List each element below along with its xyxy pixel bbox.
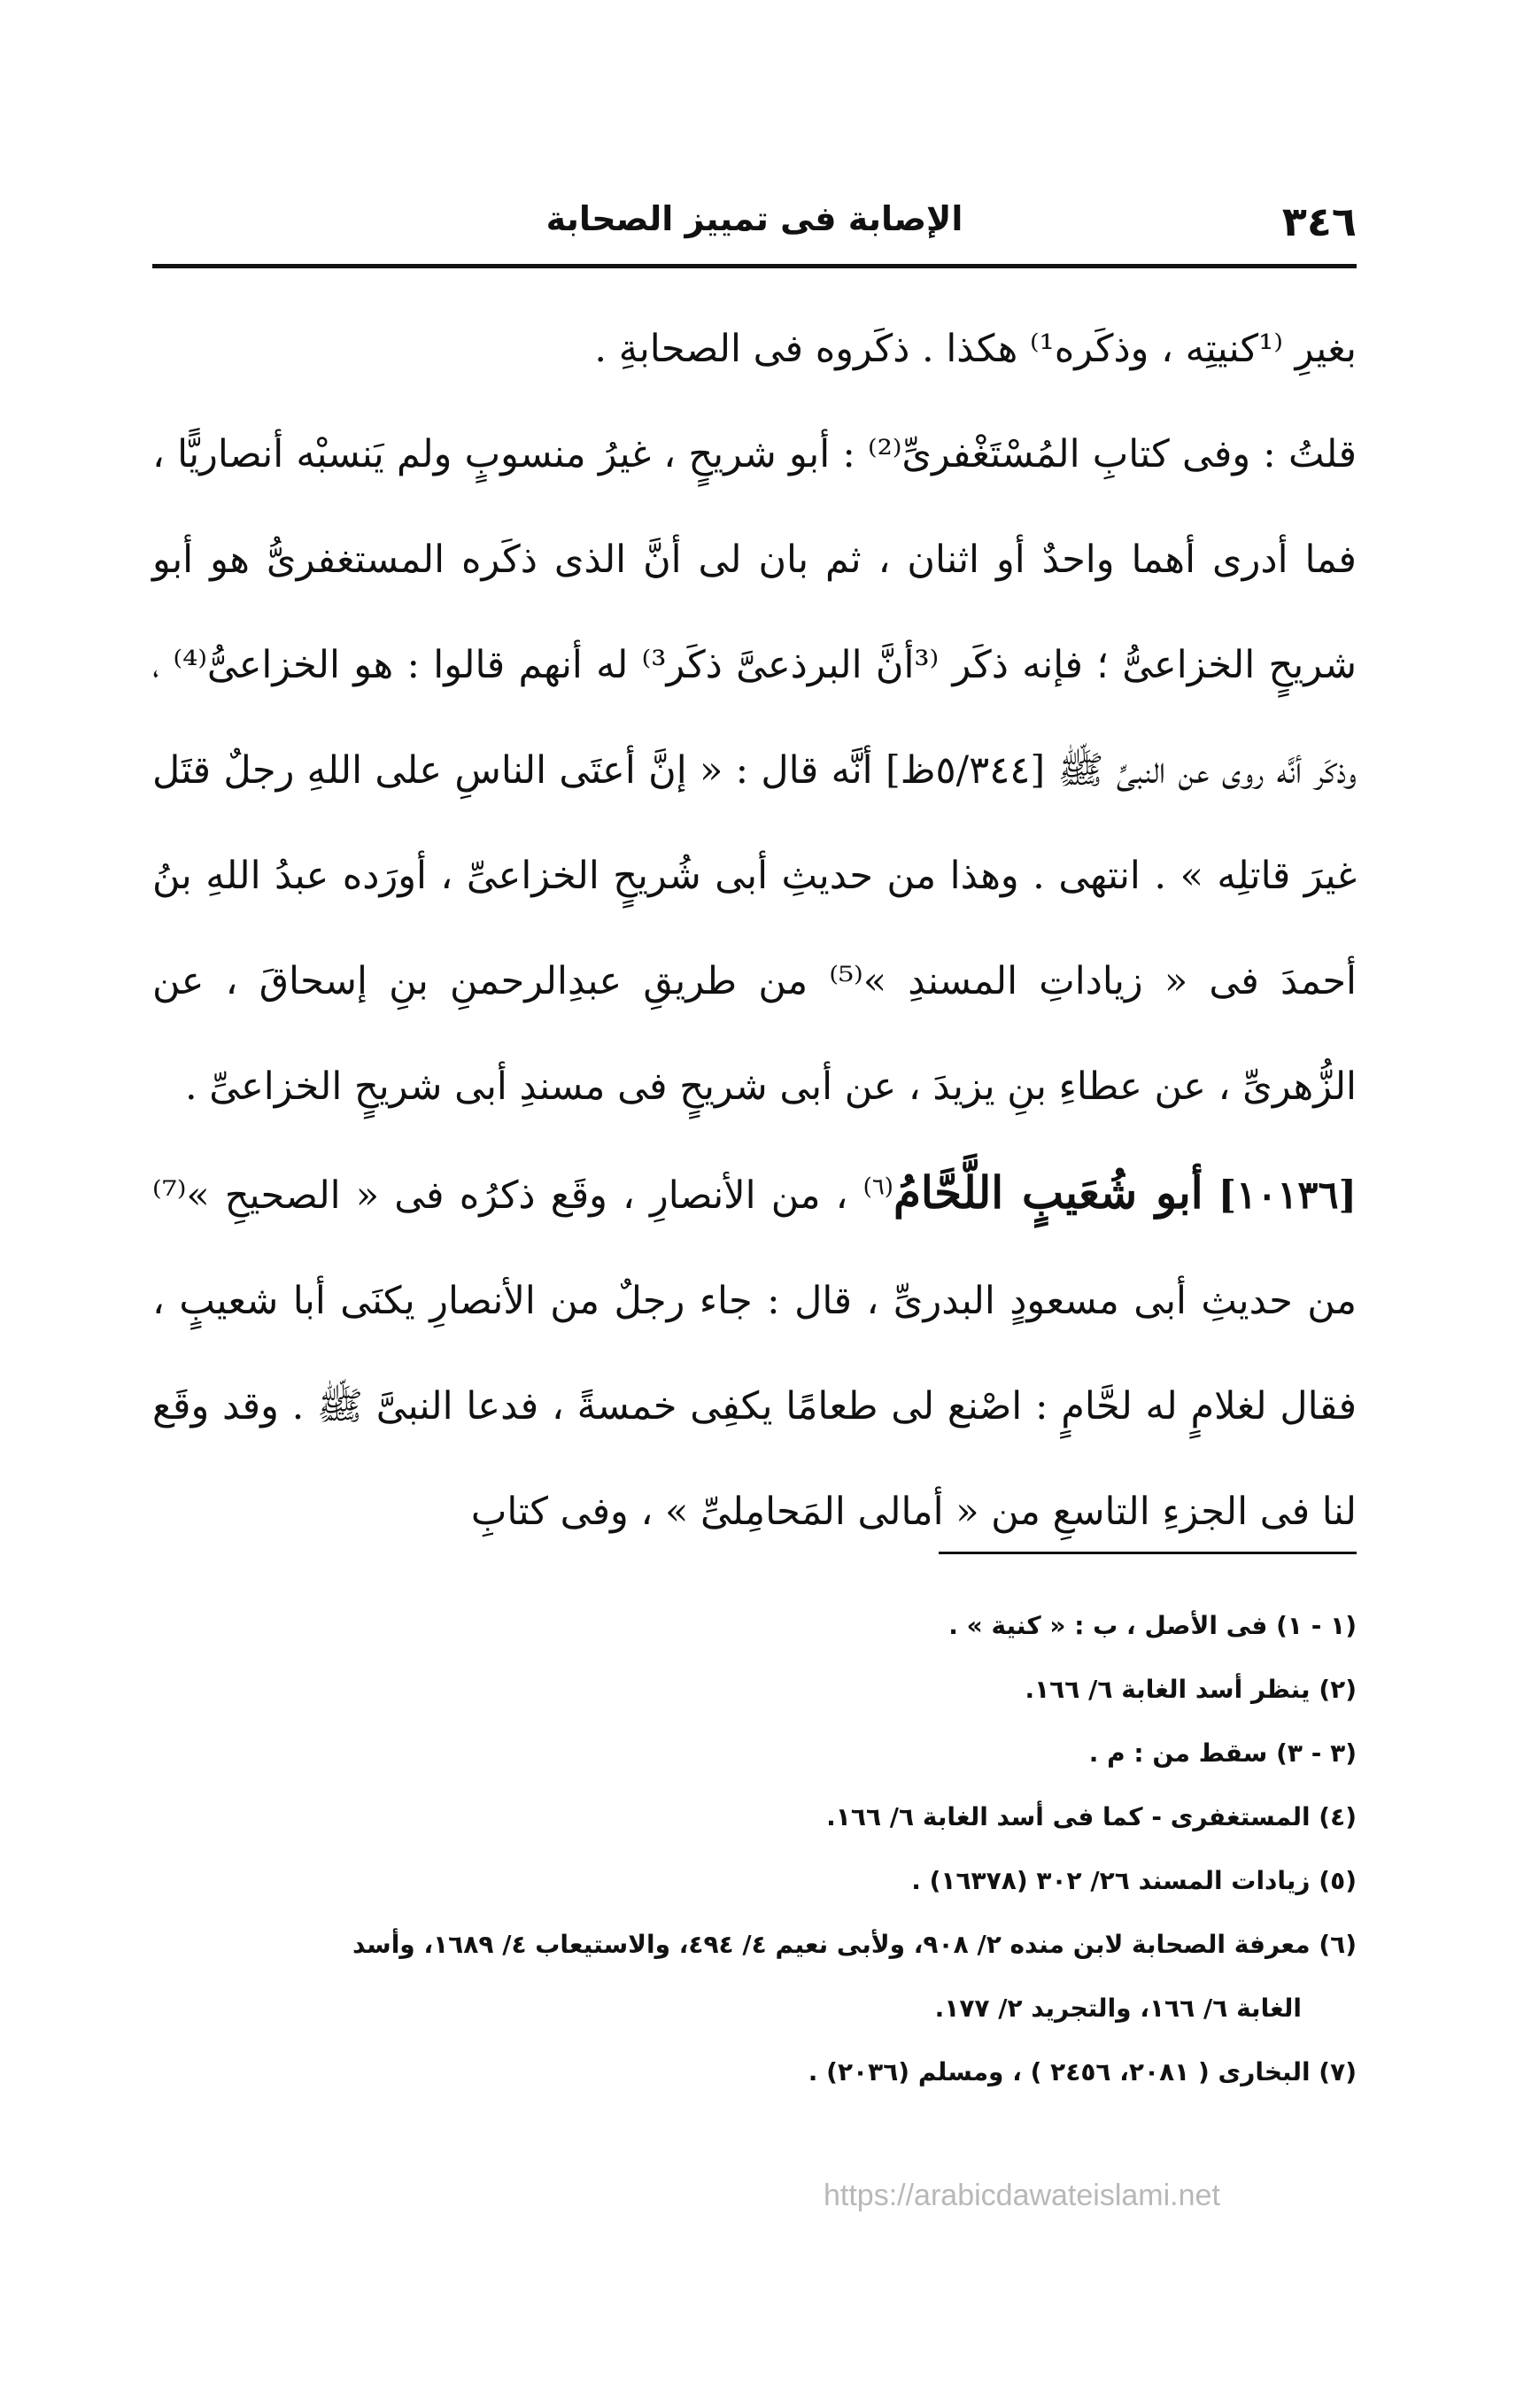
footnote-5: (٥) زيادات المسند ٢٦/ ٣٠٢ (١٦٣٧٨) . [911, 1866, 1357, 1895]
footnote-ref-6: (٦) [862, 1173, 893, 1201]
footnote-1: (١ - ١) فى الأصل ، ب : « كنية » . [948, 1611, 1357, 1640]
paragraph-3 [152, 1140, 1357, 1565]
footnotes [152, 1594, 1357, 2104]
footnote-4: (٤) المستغفرى - كما فى أسد الغابة ٦/ ١٦٦. [826, 1802, 1357, 1831]
paragraph-1: بغيرِ ⁽¹كنيتِه ، وذكَره¹⁾ هكذا . ذكَروه فى الصحابةِ . [594, 327, 1357, 371]
paragraph-3-text: ، من الأنصارِ ، وقَع ذكرُه فى « الصحيحِ »⁽⁷⁾ من حديثِ أبى مسعودٍ البدرىِّ ، قال : جاء رجلٌ من الأنصارِ يكنَى أبا شعيبٍ ، فقال لغلامٍ له لحَّامٍ : اصْنع لى طعامًا يكفِى خمسةً ، فدعا النبىَّ ﷺ . وقد وقَع لنا فى الجزءِ التاسعِ من « أمالى المَحامِلىِّ » ، وفى كتابِ [152, 1173, 1357, 1534]
footnote-7: (٧) البخارى ( ٢٠٨١، ٢٤٥٦ ) ، ومسلم (٢٠٣٦) . [808, 2057, 1357, 2087]
main-text [152, 297, 1357, 1565]
watermark-url: https://arabicdawateislami.net [824, 2179, 1220, 2212]
page-number: ٣٤٦ [1281, 197, 1357, 245]
running-title: الإصابة فى تمييز الصحابة [545, 199, 963, 238]
footnote-6-continuation: الغابة ٦/ ١٦٦، والتجريد ٢/ ١٧٧. [934, 1994, 1302, 2023]
entry-name: أبو شُعَيبٍ اللَّحَّامُ [893, 1166, 1203, 1219]
header-rule [152, 264, 1357, 268]
footnote-2: (٢) ينظر أسد الغابة ٦/ ١٦٦. [1025, 1675, 1357, 1704]
footnote-3: (٣ - ٣) سقط من : م . [1088, 1738, 1357, 1768]
footnote-6: (٦) معرفة الصحابة لابن منده ٢/ ٩٠٨، ولأبى نعيم ٤/ ٤٩٤، والاستيعاب ٤/ ١٦٨٩، وأسد [352, 1930, 1357, 1959]
page-header [152, 182, 1357, 270]
footnote-rule [939, 1552, 1357, 1554]
paragraph-2: قلتُ : وفى كتابِ المُسْتَغْفرىِّ⁽²⁾ : أبو شريحٍ ، غيرُ منسوبٍ ولم يَنسبْه أنصاريًّا ، فما أدرى أهما واحدٌ أو اثنان ، ثم بان لى أنَّ الذى ذكَره المستغفرىُّ هو أبو شريحٍ الخزاعىُّ ؛ فإنه ذكَر ⁽³أنَّ البرذعىَّ ذكَر³⁾ له أنهم قالوا : هو الخزاعىُّ⁽⁴⁾ ، وذكَر أنَّه روى عن النبىِّ ﷺ [٥/٣٤٤ظ] أنَّه قال : « إنَّ أعتَى الناسِ على اللهِ رجلٌ قتَل غيرَ قاتلِه » . انتهى . وهذا من حديثِ أبى شُريحٍ الخزاعىِّ ، أورَده عبدُ اللهِ بنُ أحمدَ فى « زياداتِ المسندِ »⁽⁵⁾ من طريقِ عبدِالرحمنِ بنِ إسحاقَ ، عن الزُّهرىِّ ، عن عطاءِ بنِ يزيدَ ، عن أبى شريحٍ فى مسندِ أبى شريحٍ الخزاعىِّ . [152, 432, 1357, 1109]
entry-number: [١٠١٣٦] [1218, 1173, 1357, 1218]
